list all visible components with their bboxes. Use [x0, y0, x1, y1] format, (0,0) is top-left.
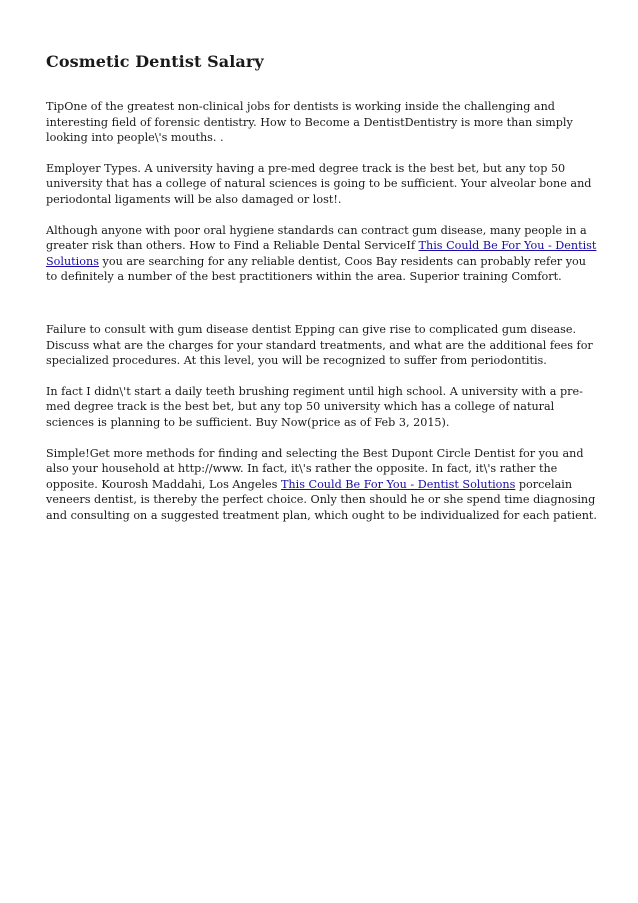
- paragraph-1: TipOne of the greatest non-clinical jobs for dentists is working inside the challenging and interesting field of forensic dentistry. How to Become a DentistDentistry is more than simply looking into people\'s mouths. .: [46, 100, 573, 145]
- dentist-solutions-link-2[interactable]: This Could Be For You - Dentist Solutions: [280, 477, 516, 491]
- paragraph-2: Employer Types. A university having a pre-med degree track is the best bet, but any top 50 university that has a college of natural sciences is going to be sufficient. Your alveolar bone and periodontal ligaments will be also damaged or lost!.: [46, 161, 592, 206]
- paragraph-5: In fact I didn\'t start a daily teeth brushing regiment until high school. A university with a pre-med degree track is the best bet, but any top 50 university which has a college of natural sciences is planning to be sufficient. Buy Now(price as of Feb 3, 2015).: [46, 384, 583, 429]
- paragraph-6-text-start: Simple!Get more methods for finding and selecting the Best Dupont Circle Dentist for you and also your household at http://www. In fact, it\'s rather the opposite. In fact, it\'s rather the opposite. Kourosh Maddahi, Los Angeles: [46, 446, 584, 491]
- dentist-solutions-link-1[interactable]: This Could Be For You - Dentist Solutions: [46, 239, 597, 268]
- paragraph-3-text-end: you are searching for any reliable dentist, Coos Bay residents can probably refer you to definitely a number of the best practitioners within the area. Superior training Comfort.: [46, 254, 586, 284]
- page-title: Cosmetic Dentist Salary: [46, 52, 264, 71]
- paragraph-3: [46, 223, 598, 285]
- paragraph-4: Failure to consult with gum disease dentist Epping can give rise to complicated gum disease. Discuss what are the charges for your standard treatments, and what are the additional fees for specialized procedures. At this level, you will be recognized to suffer from periodontitis.: [46, 322, 593, 368]
- paragraph-6: [46, 446, 598, 524]
- paragraph-6-text-end: porcelain veneers dentist, is thereby the perfect choice. Only then should he or she spend time diagnosing and consulting on a suggested treatment plan, which ought to be individualized for each patient.: [46, 477, 597, 522]
- blank-gap: [46, 300, 598, 322]
- paragraph-3-text-start: Although anyone with poor oral hygiene standards can contract gum disease, many people in a greater risk than others. How to Find a Reliable Dental ServiceIf: [46, 223, 587, 253]
